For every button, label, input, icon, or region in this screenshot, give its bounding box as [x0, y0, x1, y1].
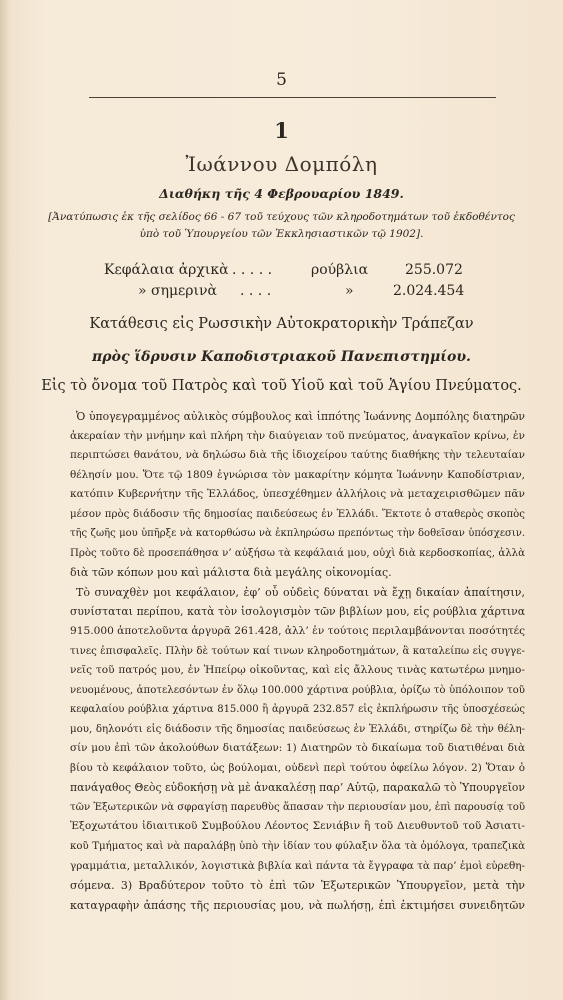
entry-subtitle: Διαθήκη τῆς 4 Φεβρουαρίου 1849.	[159, 186, 404, 201]
capital-label: Κεφάλαια ἀρχικὰ	[104, 262, 229, 278]
text-line: βίου τὸ κεφάλαιον τοῦτο, ὡς βούλομαι, οὐδενὶ περὶ τούτου ὀφείλω λόγον. 2) Ὅταν ὁ	[70, 761, 525, 774]
text-line: τῶν Ἐξωτερικῶν νὰ σφραγίσῃ παρευθὺς ἅπασαν τὴν περιουσίαν μου, ἐπὶ παρουσίᾳ τοῦ	[70, 801, 525, 813]
testament-body-text	[70, 407, 525, 915]
text-line: 915.000 ἀποτελοῦντα ἀργυρᾶ 261.428, ἀλλ’ ἐν τούτοις περιλαμβάνονται ποσότητές	[70, 625, 525, 638]
invocation-line: Εἰς τὸ ὄνομα τοῦ Πατρὸς καὶ τοῦ Υἱοῦ καὶ τοῦ Ἁγίου Πνεύματος.	[41, 378, 522, 394]
header-rule	[89, 97, 496, 98]
text-line: τῆς ζωῆς μου ὑπῆρξε νὰ κατορθώσω νὰ ἐκπληρώσω πρεπόντως τὴν δοθεῖσαν ὑπόσχεσιν.	[70, 528, 525, 540]
source-note-line: ὑπὸ τοῦ Ὑπουργείου τῶν Ἐκκλησιαστικῶν τῷ 1902].	[139, 228, 424, 240]
text-line: διὰ τῶν κόπων μου καὶ μάλιστα διὰ μεγάλης οἰκονομίας.	[70, 566, 392, 580]
text-line: περιπτώσει θανάτου, νὰ δηλώσω διὰ τῆς ἰδιοχείρου ταύτης διαθήκης τὴν τελευταίαν	[70, 449, 525, 462]
text-line: μου, δηλονότι εἰς διάδοσιν τῆς δημοσίας παιδεύσεως ἐν Ἑλλάδι, στηρίζω δὲ τὴν θέλη-	[70, 723, 525, 735]
deposit-heading: Κατάθεσις εἰς Ρωσσικὴν Αὐτοκρατορικὴν Τράπεζαν	[89, 316, 474, 332]
text-line: κοῦ Τμήματος καὶ νὰ παραλάβῃ ὑπὸ τὴν ἰδίαν του φύλαξιν ὅλα τὰ ὁμόλογα, τραπεζικὰ	[70, 841, 525, 853]
text-line: Ὁ ὑπογεγραμμένος αὐλικὸς σύμβουλος καὶ ἱππότης Ἰωάννης Δομπόλης διατηρῶν	[76, 410, 525, 423]
capital-leader-dots: . . . . .	[232, 262, 273, 278]
capital-label: » σημερινὰ	[138, 283, 217, 299]
text-line: ἀκεραίαν τὴν μνήμην καὶ πλήρη τὴν διαύγειαν τοῦ πνεύματος, ἀναγκαῖον κρίνω, ἐν	[70, 429, 525, 442]
text-line: μέσον πρὸς διάδοσιν τῆς δημοσίας παιδεύσεως ἐν Ἑλλάδι. Ἔκτοτε ὁ σταθερὸς σκοπὸς	[70, 508, 525, 520]
capital-leader-dots: . . . .	[240, 283, 272, 299]
text-line: νεῖς τοῦ πατρός μου, ἐν Ἠπείρῳ οἰκοῦντας, καὶ εἰς ἄλλους τινὰς κατωτέρω μνημο-	[70, 664, 525, 677]
source-note-line: [Ἀνατύπωσις ἐκ τῆς σελίδος 66 - 67 τοῦ τεύχους τῶν κληροδοτημάτων τοῦ ἐκδοθέντος	[48, 211, 515, 223]
text-line: Ἐξοχωτάτου ἰδιαιτικοῦ Συμβούλου Λέοντος Σενιάβιν ἢ τοῦ Διευθυντοῦ τοῦ Ἀσιατι-	[70, 820, 525, 833]
page-number: 5	[276, 70, 287, 90]
page-gutter-shadow	[0, 0, 10, 1000]
entry-title: Ἰωάννου Δομπόλη	[185, 152, 378, 176]
text-line: νευομένους, ἀποτελεσόντων ἐν ὅλῳ 100.000 χάρτινα ρούβλια, ὁρίζω τὸ ὑπόλοιπον τοῦ	[70, 684, 525, 696]
text-line: θέλησίν μου. Ὅτε τῷ 1809 ἐγνώρισα τὸν μακαρίτην κόμητα Ἰωάννην Καποδίστριαν,	[70, 468, 525, 481]
text-line: κατόπιν Κυβερνήτην τῆς Ἑλλάδος, ὑπεσχέθημεν ἀλλήλοις νὰ μεταχειρισθῶμεν πᾶν	[70, 488, 525, 501]
text-line: Τὸ συναχθὲν μοι κεφάλαιον, ἐφ’ οὗ οὐδεὶς δύναται νὰ ἔχῃ δικαίαν ἀπαίτησιν,	[76, 585, 525, 599]
text-line: καταγραφὴν ἁπάσης τῆς περιουσίας μου, νὰ πωλήσῃ, ἐπὶ ἐκτιμήσει συνειδητῶν	[70, 898, 525, 912]
text-line: γραμμάτια, μεταλλικόν, λογιστικὰ βιβλία καὶ πάντα τὰ ἔγγραφα τὰ παρ’ ἐμοὶ εὑρεθη-	[70, 859, 525, 872]
text-line: πανάγαθος Θεὸς εὐδοκήσῃ νὰ μὲ ἀνακαλέσῃ παρ’ Αὐτῷ, παρακαλῶ τὸ Ὑπουργεῖον	[70, 781, 525, 795]
text-line: κεφαλαίου ρούβλια χάρτινα 815.000 ἢ ἀργυρᾶ 232.857 εἰς ἐκπλήρωσιν τῆς ὑποσχέσεώς	[70, 704, 525, 716]
deposit-purpose: πρὸς ἵδρυσιν Καποδιστριακοῦ Πανεπιστημίου.	[92, 349, 471, 365]
text-line: τινες ἐπισφαλεῖς. Πλὴν δὲ τούτων καί τινων κληροδοτημάτων, ἃ καταλείπω εἰς συγγε-	[70, 645, 525, 657]
text-line: σίν μου ἐπὶ τῶν ἀκολούθων διατάξεων: 1) Διατηρῶν τὸ δικαίωμα τοῦ διατιθέναι διὰ	[70, 742, 525, 755]
text-line: συνίσταται περίπου, κατὰ τὸν ἰσολογισμὸν τῶν βιβλίων μου, εἰς ρούβλια χάρτινα	[70, 605, 525, 619]
text-line: Πρὸς τοῦτο δὲ προσεπάθησα ν’ αὐξήσω τὰ κεφάλαιά μου, οὐχὶ διὰ κερδοσκοπίας, ἀλλὰ	[70, 547, 525, 559]
capital-unit: »	[345, 283, 354, 299]
section-number: 1	[274, 118, 289, 143]
capital-amount: 2.024.454	[393, 283, 465, 299]
capital-unit: ρούβλια	[311, 262, 369, 278]
text-line: σόμενα. 3) Βραδύτερον τοῦτο τὸ ἐπὶ τῶν Ἐξωτερικῶν Ὑπουργεῖον, μετὰ τὴν	[70, 879, 525, 893]
capital-amount: 255.072	[405, 262, 463, 278]
